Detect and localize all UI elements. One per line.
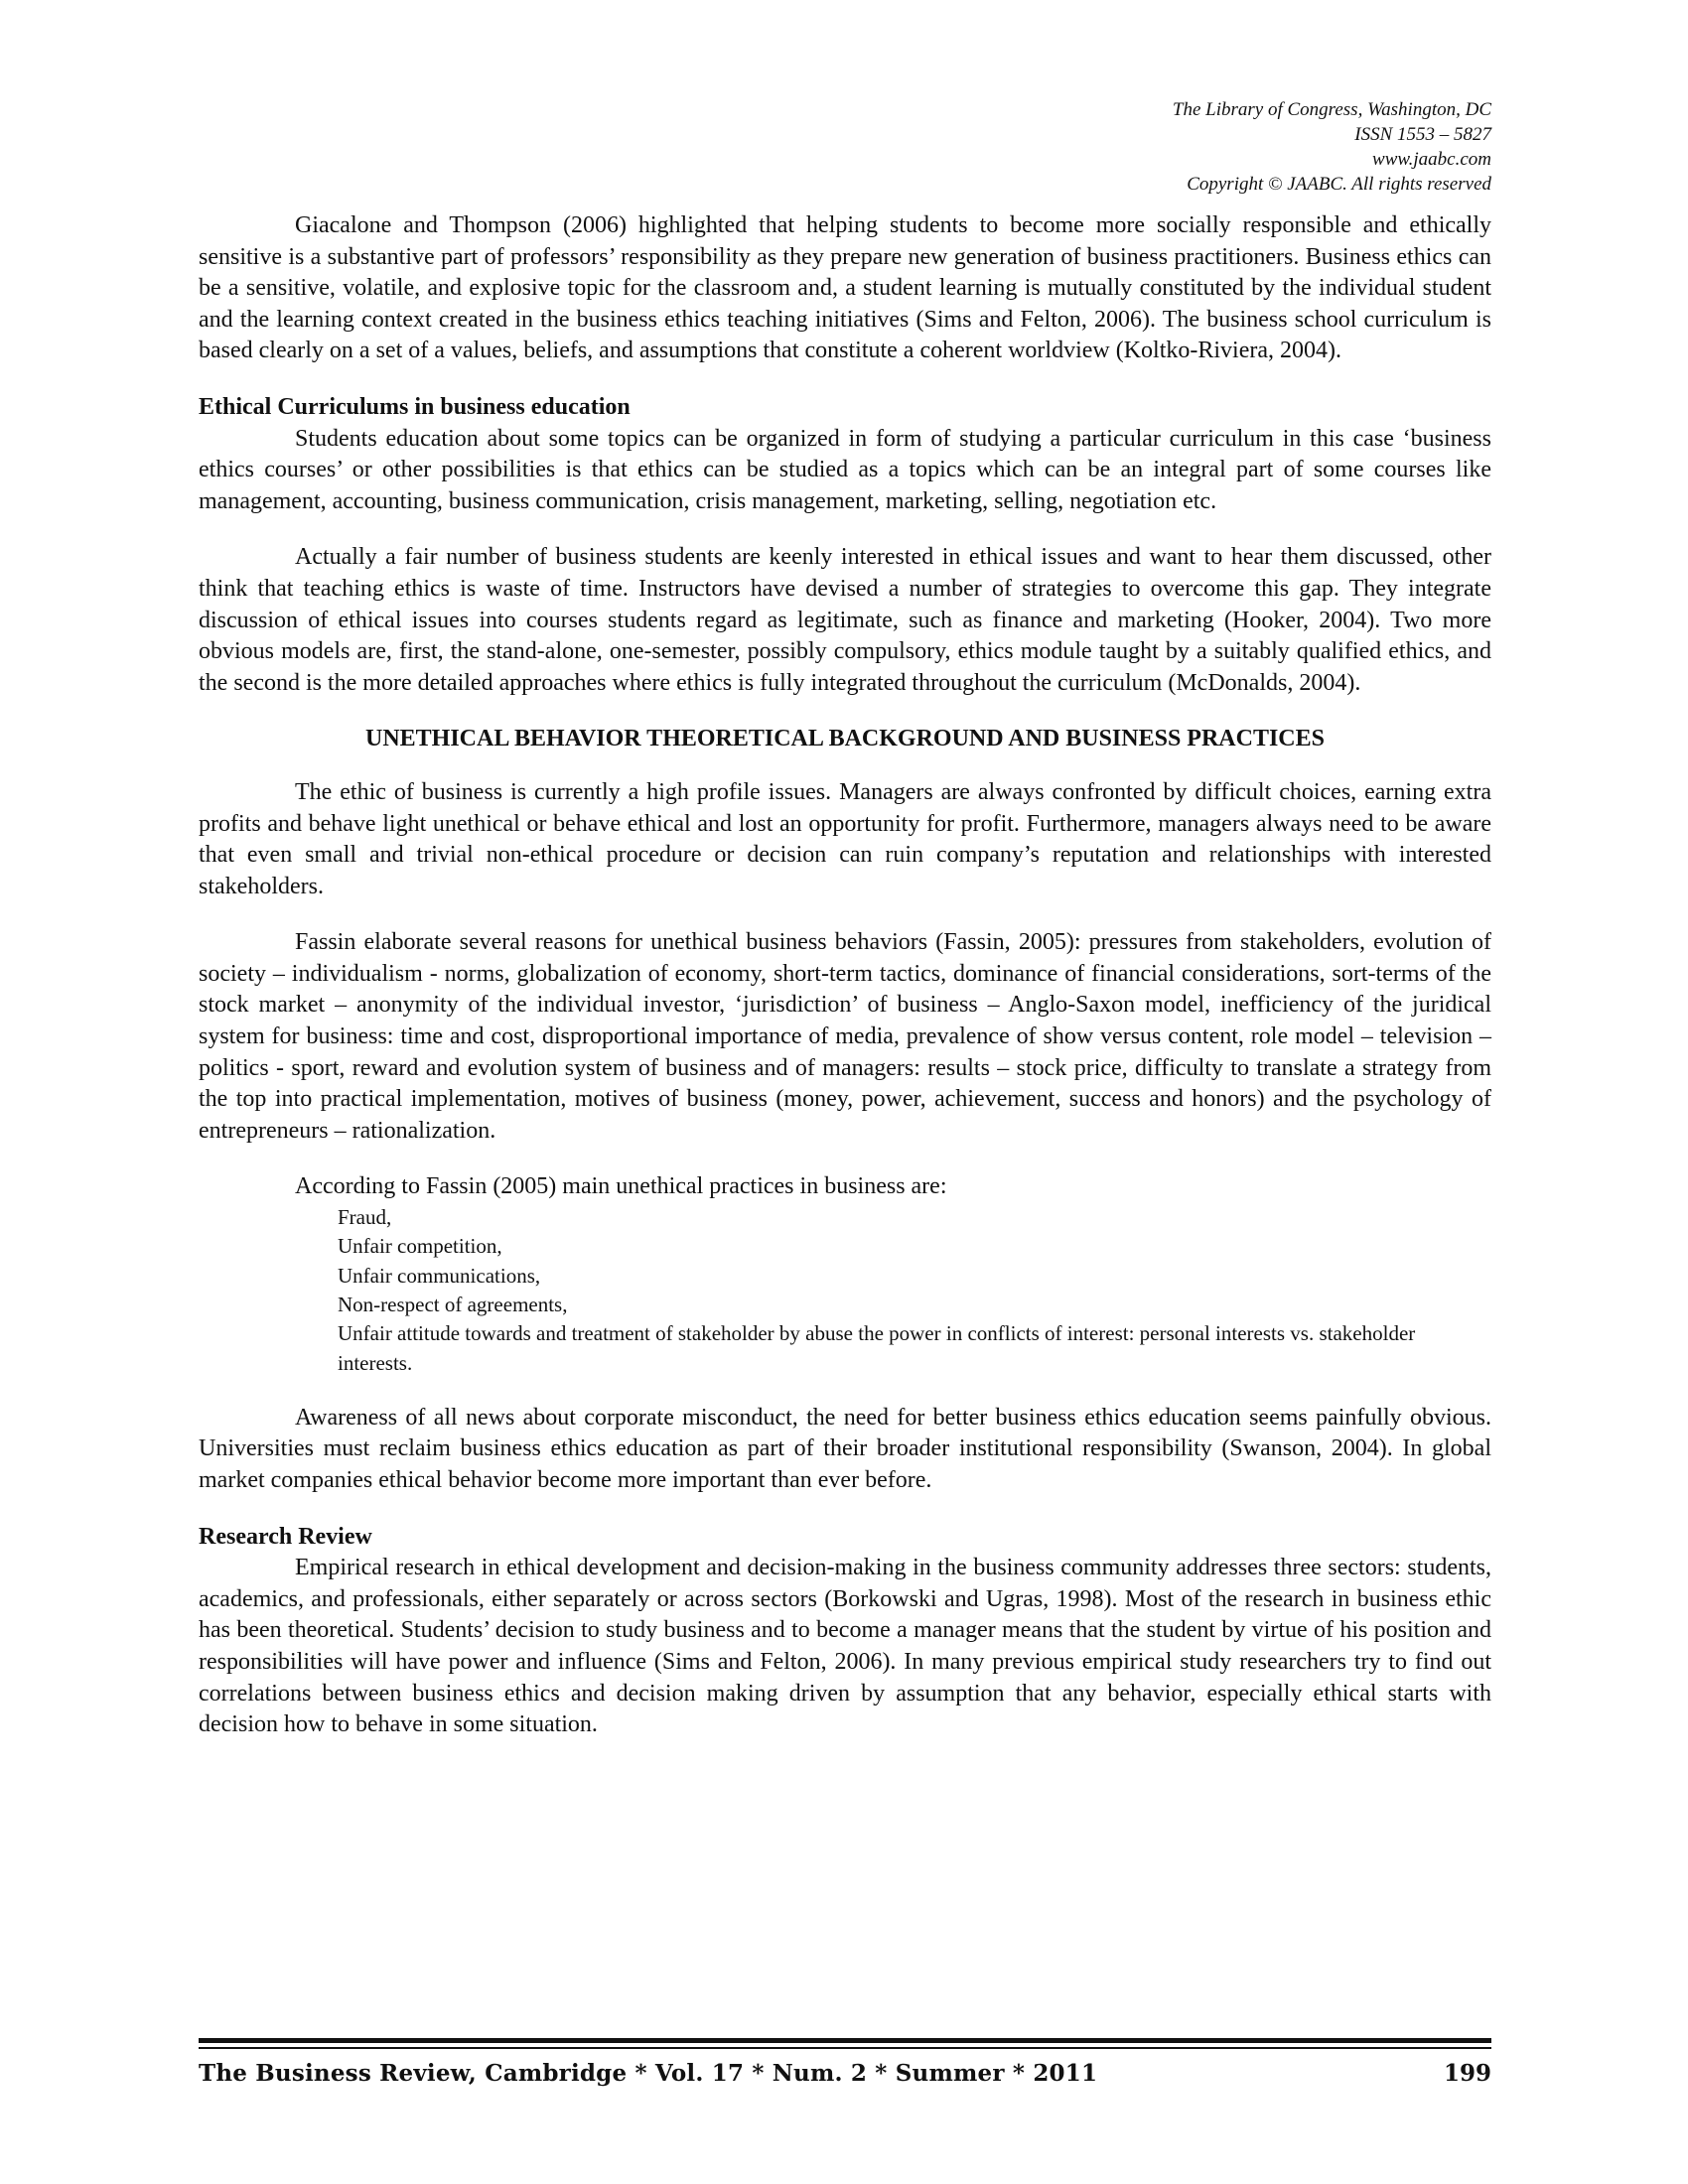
paragraph: Empirical research in ethical development and decision-making in the business community addresses three sectors: students, academics, and professionals, either separately or across sectors (Borkowski and Ugras, 1998). Most of the research in business ethic has been theoretical. Students’ decision to study business and to become a manager means that the student by virtue of his position and responsibilities will have power and influence (Sims and Felton, 2006). In many previous empirical study researchers try to find out correlations between business ethics and decision making driven by assumption that any behavior, especially ethical starts with decision how to behave in some situation. [199, 1555, 1491, 1738]
header-issn: ISSN 1553 – 5827 [1354, 124, 1491, 145]
paragraph: Giacalone and Thompson (2006) highlighted that helping students to become more socially responsible and ethically sensitive is a substantive part of professors’ responsibility as they prepare new generation of business practitioners. Business ethics can be a sensitive, volatile, and explosive topic for the classroom and, a student learning is mutually constituted by the individual student and the learning context created in the business ethics teaching initiatives (Sims and Felton, 2006). The business school curriculum is based clearly on a set of a values, beliefs, and assumptions that constitute a coherent worldview (Koltko-Riviera, 2004). [199, 212, 1491, 364]
unethical-practices-list [338, 1203, 1491, 1378]
section-heading-unethical: UNETHICAL BEHAVIOR THEORETICAL BACKGROUND AND BUSINESS PRACTICES [364, 726, 1325, 752]
paragraph: Actually a fair number of business students are keenly interested in ethical issues and want to hear them discussed, other think that teaching ethics is waste of time. Instructors have devised a number of strategies to overcome this gap. They integrate discussion of ethical issues into courses students regard as legitimate, such as finance and marketing (Hooker, 2004). Two more obvious models are, first, the stand-alone, one-semester, possibly compulsory, ethics module taught by a suitably qualified ethics, and the second is the more detailed approaches where ethics is fully integrated throughout the curriculum (McDonalds, 2004). [199, 544, 1491, 696]
list-item: Non-respect of agreements, [338, 1292, 568, 1316]
paragraph: The ethic of business is currently a high profile issues. Managers are always confronted by difficult choices, earning extra profits and behave light unethical or behave ethical and lost an opportunity for profit. Furthermore, managers always need to be aware that even small and trivial non-ethical procedure or decision can ruin company’s reputation and relationships with interested stakeholders. [199, 778, 1491, 899]
list-item: Unfair competition, [338, 1234, 502, 1259]
footer-rule-thin [199, 2047, 1491, 2049]
footer-rule-thick [199, 2038, 1491, 2043]
header-library: The Library of Congress, Washington, DC [1172, 99, 1491, 120]
list-item: Fraud, [338, 1205, 392, 1230]
list-item: Unfair communications, [338, 1263, 541, 1288]
article-body [199, 210, 1491, 1741]
page-number: 199 [1443, 2060, 1491, 2087]
list-item: Unfair attitude towards and treatment of stakeholder by abuse the power in conflicts of interest: personal interests vs. stakeholder interests. [338, 1321, 1416, 1375]
footer-journal-info: The Business Review, Cambridge * Vol. 17 * Num. 2 * Summer * 2011 [199, 2060, 1098, 2087]
header-website: www.jaabc.com [1372, 149, 1491, 170]
section-heading-curriculums: Ethical Curriculums in business education [199, 393, 631, 420]
page-header [993, 97, 1491, 197]
paragraph: Students education about some topics can be organized in form of studying a particular curriculum in this case ‘business ethics courses’ or other possibilities is that ethics can be studied as a topics which can be an integral part of some courses like management, accounting, business communication, crisis management, marketing, selling, negotiation etc. [199, 425, 1491, 514]
section-heading-research: Research Review [199, 1523, 372, 1550]
header-copyright: Copyright © JAABC. All rights reserved [1187, 174, 1491, 195]
paragraph: Fassin elaborate several reasons for unethical business behaviors (Fassin, 2005): pressures from stakeholders, evolution of society – individualism - norms, globalization of economy, short-term tactics, dominance of financial considerations, sort-terms of the stock market – anonymity of the individual investor, ‘jurisdiction’ of business – Anglo-Saxon model, inefficiency of the juridical system for business: time and cost, disproportional importance of media, prevalence of show versus content, role model – television – politics - sport, reward and evolution system of business and of managers: results – stock price, difficulty to translate a strategy from the top into practical implementation, motives of business (money, power, achievement, success and honors) and the psychology of entrepreneurs – rationalization. [199, 929, 1491, 1144]
list-intro: According to Fassin (2005) main unethical practices in business are: [295, 1173, 947, 1200]
paragraph: Awareness of all news about corporate misconduct, the need for better business ethics education seems painfully obvious. Universities must reclaim business ethics education as part of their broader institutional responsibility (Swanson, 2004). In global market companies ethical behavior become more important than ever before. [199, 1404, 1491, 1493]
